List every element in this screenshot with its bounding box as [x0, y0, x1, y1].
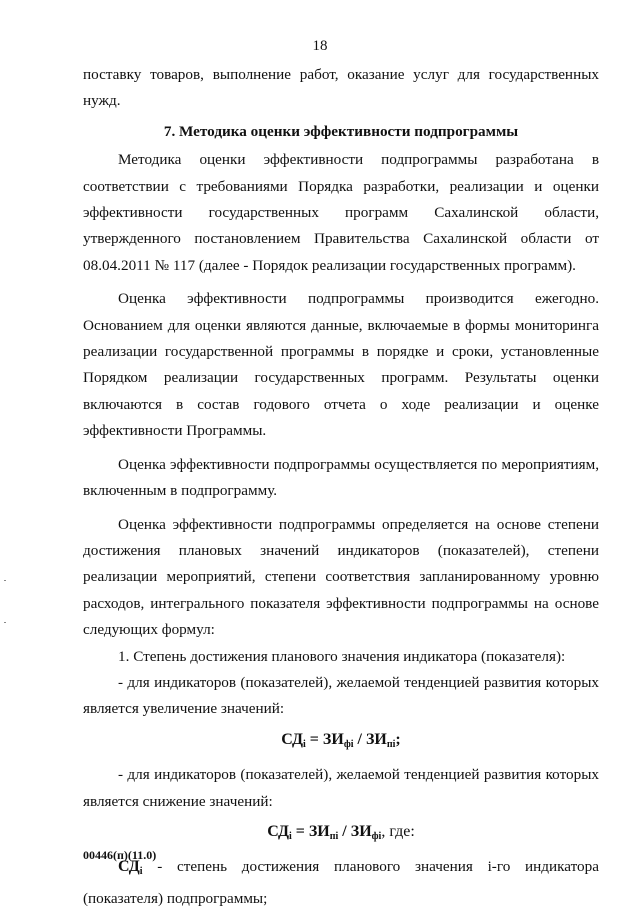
case-increase: - для индикаторов (показателей), желаемой тенденцией развития которых является увеличение значений:: [83, 673, 599, 718]
formula-term: СД: [267, 822, 289, 840]
formula-term: / ЗИ: [353, 730, 387, 748]
formula-term: / ЗИ: [338, 822, 372, 840]
list-item-1: 1. Степень достижения планового значения индикатора (показателя):: [118, 647, 566, 665]
formula-subscript: i: [303, 738, 306, 750]
scan-mark: [4, 622, 6, 623]
footer-code: 00446(п)(11.0): [83, 848, 157, 862]
formula-term: , где:: [381, 822, 415, 840]
formula-subscript: i: [288, 830, 292, 842]
document-body: [83, 62, 599, 912]
page-number: 18: [312, 38, 328, 54]
formula-term: ;: [395, 730, 401, 748]
definition-cd: [83, 854, 599, 912]
section-heading: 7. Методика оценки эффективности подпрограммы: [163, 122, 519, 140]
formula-term: = ЗИ: [291, 822, 330, 840]
formula-subscript: пi: [386, 738, 396, 750]
definition-subscript: i: [139, 866, 143, 878]
case-decrease: - для индикаторов (показателей), желаемой тенденцией развития которых является снижение значений:: [83, 766, 599, 810]
formula-term: СД: [281, 730, 304, 748]
paragraph-criteria: Оценка эффективности подпрограммы определяется на основе степени достижения плановых значений индикаторов (показателей), степени реализации мероприятий, степени соответствия запланированному уровню расходов, интегрального показателя эффективности подпрограммы на основе следующих формул:: [83, 515, 599, 639]
paragraph-by-activities: Оценка эффективности подпрограммы осуществляется по мероприятиям, включенным в подпрограмму.: [83, 455, 599, 500]
definition-term: СД: [118, 858, 140, 876]
formula-subscript: фi: [343, 738, 354, 750]
formula-subscript: фi: [371, 830, 382, 842]
formula-decrease: [83, 819, 599, 850]
intro-paragraph: поставку товаров, выполнение работ, оказание услуг для государственных нужд.: [83, 66, 599, 110]
formula-increase: [83, 727, 599, 758]
paragraph-annual-assessment: Оценка эффективности подпрограммы производится ежегодно. Основанием для оценки являются данные, включаемые в формы мониторинга реализации государственной программы в порядке и сроки, установленные Порядком реализации государственных программ. Результаты оценки включаются в состав годового отчета о ходе реализации и оценке эффективности Программы.: [83, 290, 599, 440]
paragraph-methodology: Методика оценки эффективности подпрограммы разработана в соответствии с требованиями Порядка разработки, реализации и оценки эффективности государственных программ Сахалинской области, утвержденного постановлением Правительства Сахалинской области от 08.04.2011 № 117 (далее - Порядок реализации государственных программ).: [83, 151, 599, 274]
definition-text: - степень достижения планового значения i-го индикатора (показателя) подпрограммы;: [83, 858, 599, 907]
scan-mark: [4, 580, 6, 581]
formula-subscript: пi: [329, 830, 339, 842]
formula-term: = ЗИ: [305, 730, 344, 748]
